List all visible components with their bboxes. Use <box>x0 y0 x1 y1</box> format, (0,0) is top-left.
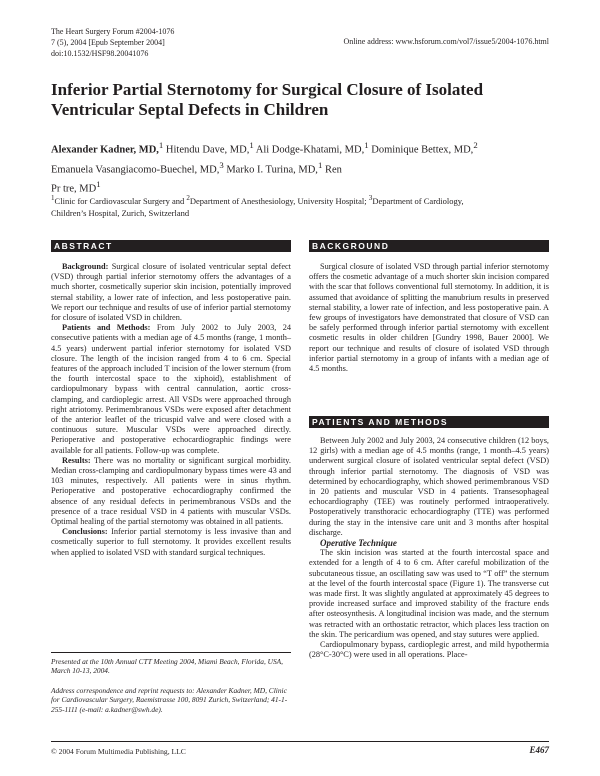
abstract-background-label: Background: <box>62 262 109 271</box>
author-list: Alexander Kadner, MD,$^1$ Hitendu Dave, MD,$^1$ Ali Dodge-Khatami, MD,$^1$ Dominique Bettex, MD,$^2$ Emanuela Vasangiacomo-Buechel, MD,$^3$ Marko I. Turina, MD,$^1$ Ren Pr tre, $MD^1$ <box>51 140 478 195</box>
author-4-first: Dominique <box>371 144 419 156</box>
author-1: Alexander Kadner, MD, <box>51 144 159 156</box>
abstract-results-label: Results: <box>62 455 91 465</box>
journal-header <box>51 26 174 59</box>
affiliations: $^1$Clinic for Cardiovascular Surgery and $^2$Department of Anesthesiology, University Hospital; $^3$Department of Cardiology, Children’s Hospital, Zurich, Switzerland <box>51 194 464 218</box>
author-7-first: Ren <box>324 164 342 175</box>
patients-paragraph: Between July 2002 and July 2003, 24 consecutive children (12 boys, 12 girls) with a median age of 4.5 months (range, 1 month–4.5 years) underwent surgical closure of isolated ventricular septal defect (VSD) through inferior partial sternotomy. The diagnosis of VSD was determined by echocardiography, which showed perimembranous VSD in 20 patients and muscular VSD in 4 patients. Transesophageal echocardiography (TEE) was routinely performed intraoperatively. Postoperatively transthoracic echocardiography (TTE) was performed during the stay in the intensive care unit and 3 months after hospital discharge. <box>309 436 549 537</box>
copyright: © 2004 Forum Multimedia Publishing, LLC <box>51 747 186 756</box>
abstract-background-text: Surgical closure of isolated ventricular septal defect (VSD) through partial inferior sternotomy offers the advantages of a much shorter, cosmetically superior skin incision, potentially improved sternal stability, a lower rate of infection, and less postoperative pain. We report our technique and results of use of inferior partial sternotomy for closure of isolated VSD in children. <box>51 262 291 323</box>
operative-technique-heading: Operative Technique <box>320 538 397 549</box>
background-paragraph: Surgical closure of isolated VSD through partial inferior sternotomy offers the cosmetic advantage of a much shorter skin incision compared with the scar that follows conventional full sternotomy. In addition, it is assumed that avoidance of splitting the manubrium results in preserved sternal stability, a lower rate of infection, and less postoperative pain. A few groups of investigators have demonstrated that closure of VSD can be safely performed through inferior partial sternotomy with excellent cosmetic results in older children [Gundry 1998, Bauer 2000]. We report our technique and results of closure of isolated VSD through inferior partial sternotomy in a group of infants with a median age of 4.5 months. <box>309 262 549 374</box>
abstract-body <box>51 262 291 558</box>
author-5: Emanuela Vasangiacomo-Buechel, MD, <box>51 164 220 175</box>
page-number: E467 <box>529 745 549 755</box>
background-body <box>309 262 549 374</box>
author-4-last: Bettex, MD, <box>421 144 474 156</box>
background-heading: BACKGROUND <box>309 240 549 252</box>
abstract-conclusions-text: Inferior partial sternotomy is less invasive than and cosmetically superior to full sternotomy. It provides excellent results when applied to isolated VSD with standard surgical techniques. <box>51 527 291 557</box>
abstract-heading: ABSTRACT <box>51 240 291 252</box>
online-address[interactable]: Online address: www.hsforum.com/vol7/issue5/2004-1076.html <box>343 37 549 46</box>
patients-methods-body <box>309 436 549 660</box>
abstract-results-text: There was no mortality or significant surgical morbidity. Median cross-clamping and cardiopulmonary bypass times were 43 and 103 minutes, respectively. All patients were in sinus rhythm. Perioperative and postoperative echocardiography confirmed the absence of any residual defects in perimembranous VSDs and the presence of a trace residual VSD in 4 patients with muscular VSDs. Optimal healing of the partial sternotomy was obtained in all patients. <box>51 455 291 527</box>
author-2: Hitendu Dave, MD, <box>165 144 250 156</box>
footnote-address: Address correspondence and reprint requests to: Alexander Kadner, MD, Clinic for Cardiovascular Surgery, Raemistrasse 100, 8091 Zurich, Switzerland; 41-1-255-1111 (e-mail: a.kadner@swh.de). <box>51 686 288 714</box>
footnote-divider <box>51 652 291 653</box>
operative-paragraph-1: The skin incision was started at the fourth intercostal space and extended for a length of 4 to 6 cm. After careful mobilization of the subcutaneous tissue, an oscillating saw was used to “T off” the sternum at the level of the fourth intercostal space (Figure 1). The transverse cut was made first. It was slightly angulated at approximately 45 degrees to provide increased surface and improved stability of the fracture ends after osteosynthesis. A longitudinal incision was made, and the sternum was retracted with an orthostatic retractor, which places less traction on the skin. The pericardium was opened, and stay sutures were applied. <box>309 548 549 639</box>
journal-issue: 7 (5), 2004 [Epub September 2004] <box>51 38 165 47</box>
journal-doi: doi:10.1532/HSF98.20041076 <box>51 49 149 58</box>
footnote-presented: Presented at the 10th Annual CTT Meeting 2004, Miami Beach, Florida, USA, March 10-13, 2004. <box>51 657 284 676</box>
footer-divider <box>51 741 549 742</box>
abstract-conclusions-label: Conclusions: <box>62 527 108 537</box>
patients-methods-heading: PATIENTS AND METHODS <box>309 416 549 428</box>
abstract-methods-text: From July 2002 to July 2003, 24 consecutive patients with a median age of 4.5 months (range, 1 month–4.5 years) underwent partial inferior sternotomy for isolated VSD closure. The length of the incision ranged from 4 to 6 cm. Special features of the approach included T incision of the lower sternum (from the fourth intercostal space to the xiphoid), establishment of cardiopulmonary bypass with central cannulation, aortic cross-clamping, and cardioplegic arrest. All VSDs were approached through right atriotomy. Perimembranous VSDs were exposed after detachment of the anterior leaflet of the tricuspid valve and were closed with a continuous suture. Muscular VSDs were approached directly. Perioperative and postoperative echocardiographic findings were available for all patients. Follow-up was complete. <box>51 323 291 455</box>
operative-paragraph-2: Cardiopulmonary bypass, cardioplegic arrest, and mild hypothermia (28°C-30°C) were used in all operations. Place- <box>309 640 549 660</box>
author-7-last: Pr tre, MD <box>51 183 97 195</box>
author-6: Marko I. Turina, MD, <box>226 164 318 175</box>
journal-name: The Heart Surgery Forum #2004-1076 <box>51 27 175 36</box>
author-3: Ali Dodge-Khatami, MD, <box>255 144 365 156</box>
article-title: Inferior Partial Sternotomy for Surgical Closure of Isolated Ventricular Septal Defects in Children <box>51 80 484 119</box>
abstract-methods-label: Patients and Methods: <box>62 323 151 333</box>
